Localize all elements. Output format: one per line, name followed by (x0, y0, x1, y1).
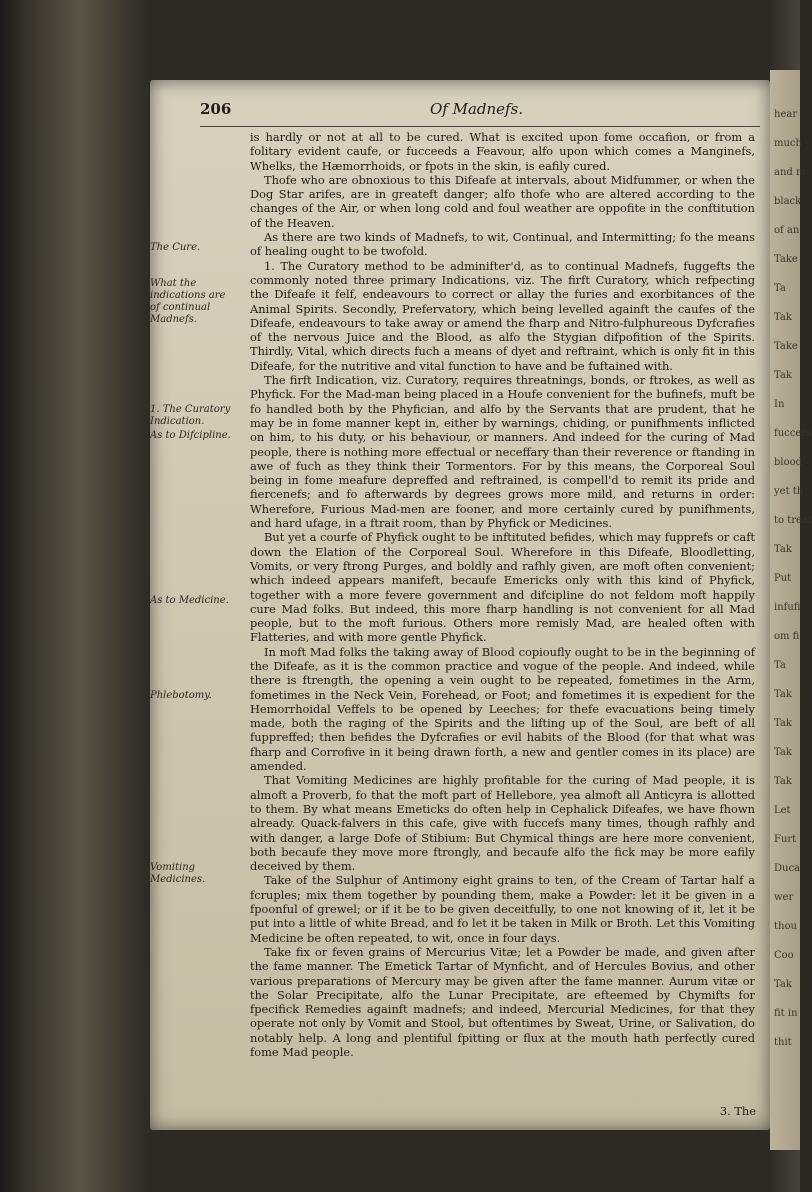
facing-page-fragment: Tak (774, 979, 792, 990)
margin-note-cure: The Cure. (150, 242, 201, 253)
facing-page-fragment: Put (774, 573, 792, 584)
facing-page-fragment: Coo (774, 950, 794, 961)
facing-page-fragment: om fi (774, 631, 800, 642)
paragraph: The firft Indication, viz. Curatory, requires threatnings, bonds, or ftrokes, as well as Phyfick. For the Mad-man being placed in a Houfe convenient for the bufinefs, muft be fo handled both by the Phyfician, and alfo by the Servants that are prudent, that he may be in fome manner kept in, either by warnings, chiding, or punifhments inflicted on him, to his duty, or his behaviour, or manners. And indeed for the curing of Mad people, there is nothing more effectual or neceffary than their reverence or ftanding in awe of fuch as they think their Tormentors. For by this means, the Corporeal Soul being in fome meafure depreffed and reftrained, is compell'd to remit its pride and fiercenefs; and fo afterwards by degrees grows more mild, and returns in order: Wherefore, Furious Mad-men are fooner, and more certainly cured by punifhments, and hard ufage, in a ftrait room, than by Phyfick or Medicines. (250, 373, 755, 531)
body-text (250, 130, 755, 1059)
facing-page-text (774, 100, 812, 1057)
paragraph: That Vomiting Medicines are highly profitable for the curing of Mad people, it is almoft a Proverb, fo that the moft part of Hellebore, yea almoft all Anticyra is allotted to them. By what means Emeticks do often help in Cephalick Difeafes, we have fhown already. Quack-falvers in this cafe, give with fuccefs many times, though rafhly and with danger, a large Dofe of Stibium: But Chymical things are here more convenient, both becaufe they move more ftrongly, and becaufe alfo the fick may be more eafily deceived by them. (250, 773, 755, 874)
header-rule (200, 126, 760, 127)
facing-page-fragment: Tak (774, 370, 792, 381)
facing-page-fragment: In (774, 399, 785, 410)
paragraph: In moft Mad folks the taking away of Blood copioufly ought to be in the beginning of the Difeafe, as it is the common practice and vogue of the people. And indeed, while there is ftrength, the opening a vein ought to be repeated, fometimes in the Arm, fometimes in the Neck Vein, Forehead, or Foot; and fometimes it is expedient for the Hemorrhoidal Veffels to be opened by Leeches; for thefe evacuations being timely made, both the raging of the Spirits and the lifting up of the Soul, are beft of all fuppreffed; then befides the Dyfcrafies or evil habits of the Blood (for that what was fharp and Corrofive in it being drawn forth, a new and gentler comes in its place) are amended. (250, 644, 755, 774)
facing-page-fragment: Tak (774, 718, 792, 729)
margin-note-discipline: As to Difcipline. (150, 430, 231, 441)
facing-page-fragment: much (774, 138, 802, 149)
facing-page-fragment: Let (774, 805, 791, 816)
margin-note-phlebotomy: Phlebotomy. (150, 690, 212, 701)
facing-page-fragment: Tak (774, 689, 792, 700)
margin-note-curatory-indication: 1. The Curatory Indication. (150, 404, 231, 427)
facing-page-fragment: of an (774, 225, 800, 236)
paragraph: Take fix or feven grains of Mercurius Vitæ; let a Powder be made, and given after the fame manner. The Emetick Tartar of Mynficht, and of Hercules Bovius, and other various preparations of Mercury may be given after the fame manner. Aurum vitæ or the Solar Precipitate, alfo the Lunar Precipitate, are efteemed by Chymifts for fpecifick Remedies againft madnefs; and indeed, Mercurial Medicines, for that they operate not only by Vomit and Stool, but oftentimes by Sweat, Urine, or Salivation, do notably help. A long and plentiful fpitting or flux at the mouth hath perfectly cured fome Mad people. (250, 944, 755, 1059)
facing-page-fragment: fuccefs (774, 428, 811, 439)
facing-page-fragment: blood (774, 457, 803, 468)
paragraph: But yet a courfe of Phyfick ought to be inftituted befides, which may fupprefs or caft down the Elation of the Corporeal Soul. Wherefore in this Difeafe, Bloodletting, Vomits, or very ftrong Purges, and boldly and rafhly given, are moft often convenient; which indeed appears manifeft, becaufe Emericks only with this kind of Phyfick, together with a more fevere government and difcipline do not feldom moft happily cure Mad folks. But indeed, this more fharp handling is not convenient for all Mad people, but to the moft furious. Others more remisly Mad, are healed often with Flatteries, and with more gentle Phyfick. (250, 530, 755, 645)
paragraph: 1. The Curatory method to be adminifter'd, as to continual Madnefs, fuggefts the commonly noted three primary Indications, viz. The firft Curatory, which refpecting the Difeafe it felf, endeavours to correct or allay the furies and exorbitances of the Animal Spirits. Secondly, Prefervatory, which being levelled againft the caufes of the Difeafe, endeavours to take away or amend the fharp and Nitro-fulphureous Dyfcrafies of the nervous Juice and the Blood, as alfo the Stygian difpofition of the Spirits. Thirdly, Vital, which directs fuch a means of dyet and reftraint, which is only fit in this Difeafe, for the nutritive and vital function to have and be fuftained with. (250, 258, 755, 373)
facing-page-fragment: Tak (774, 312, 792, 323)
facing-page-fragment: to treat (774, 515, 812, 526)
paragraph: is hardly or not at all to be cured. What is excited upon fome occafion, or from a folitary evident caufe, or fucceeds a Feavour, alfo upon which comes a Manginefs, Whelks, the Hæmorrhoids, or fpots in the skin, is eafily cured. (250, 130, 755, 173)
facing-page-fragment: Tak (774, 544, 792, 555)
facing-page-fragment: Duca (774, 863, 801, 874)
margin-note-indications: What the indications are of continual Madnefs. (150, 278, 226, 325)
facing-page-fragment: infufi (774, 602, 801, 613)
facing-page-fragment: Take (774, 254, 798, 265)
facing-page-fragment: Ta (774, 283, 786, 294)
facing-page-fragment: thit (774, 1037, 792, 1048)
running-title: Of Madnefs. (430, 100, 524, 118)
margin-note-medicine: As to Medicine. (150, 595, 229, 606)
facing-page-fragment: hear (774, 109, 798, 120)
facing-page-fragment: fit in (774, 1008, 798, 1019)
facing-page-fragment: Ta (774, 660, 786, 671)
facing-page-fragment: and m (774, 167, 806, 178)
facing-page-fragment: wer (774, 892, 794, 903)
paragraph: As there are two kinds of Madnefs, to wit, Continual, and Intermitting; fo the means of healing ought to be twofold. (250, 230, 755, 259)
facing-page-fragment: yet th (774, 486, 804, 497)
facing-page-fragment: Tak (774, 747, 792, 758)
paragraph: Thofe who are obnoxious to this Difeafe at intervals, about Midfummer, or when the Dog Star arifes, are in greateft danger; alfo thofe who are altered according to the changes of the Air, or when long cold and foul weather are oppofite in the conftitution of the Heaven. (250, 172, 755, 230)
page-number: 206 (200, 100, 232, 118)
facing-page-fragment: Furt (774, 834, 797, 845)
margin-note-vomiting: Vomiting Medicines. (150, 862, 206, 885)
paragraph: Take of the Sulphur of Antimony eight grains to ten, of the Cream of Tartar half a fcruples; mix them together by pounding them, make a Powder: let it be given in a fpoonful of grewel; or if it be to be given deceitfully, to one not knowing of it, let it be put into a little of white Bread, and fo let it be taken in Milk or Broth. Let this Vomiting Medicine be often repeated, to wit, once in four days. (250, 873, 755, 945)
facing-page-fragment: Take (774, 341, 798, 352)
book-page (150, 80, 770, 1130)
facing-page-fragment: Tak (774, 776, 792, 787)
facing-page-fragment: thou (774, 921, 797, 932)
facing-page-fragment: black (774, 196, 802, 207)
running-head (200, 100, 760, 122)
catchword: 3. The (719, 1104, 756, 1118)
